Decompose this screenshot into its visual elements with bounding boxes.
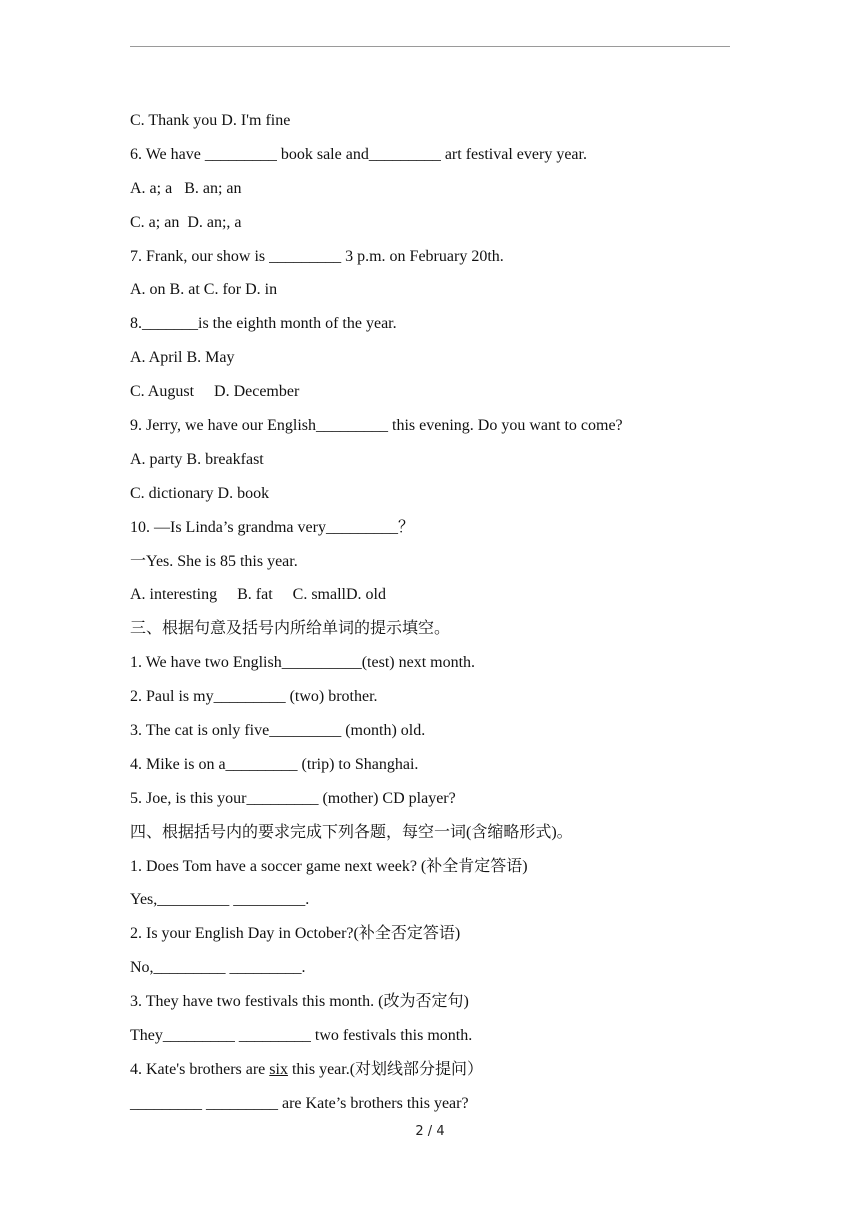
text-line: C. a; an D. an;, a	[130, 213, 242, 231]
text-line: 2. Paul is my_________ (two) brother.	[130, 688, 378, 706]
header-rule	[130, 46, 730, 47]
text-line: 3. The cat is only five_________ (month) old.	[130, 722, 426, 740]
text-line: C. August D. December	[130, 383, 300, 401]
section-heading: 三、根据句意及括号内所给单词的提示填空。	[130, 620, 451, 638]
text-segment: 4. Kate's brothers are	[130, 1060, 270, 1078]
text-line: A. interesting B. fat C. smallD. old	[130, 586, 386, 604]
text-line: A. on B. at C. for D. in	[130, 281, 278, 299]
document-body	[130, 107, 750, 1124]
text-line: 6. We have _________ book sale and_________ art festival every year.	[130, 145, 587, 163]
text-line	[130, 1056, 750, 1090]
text-line: 10. —Is Linda’s grandma very_________？	[130, 518, 414, 536]
text-line: A. a; a B. an; an	[130, 179, 242, 197]
text-line: 3. They have two festivals this month. (改为否定句)	[130, 993, 469, 1011]
text-line: Yes,_________ _________.	[130, 891, 310, 909]
text-line: 9. Jerry, we have our English_________ this evening. Do you want to come?	[130, 417, 623, 435]
text-line: 1. Does Tom have a soccer game next week? (补全肯定答语)	[130, 857, 528, 875]
text-line: 5. Joe, is this your_________ (mother) CD player?	[130, 789, 456, 807]
text-line: C. Thank you D. I'm fine	[130, 112, 291, 129]
text-line: C. dictionary D. book	[130, 484, 270, 502]
text-line: 4. Mike is on a_________ (trip) to Shanghai.	[130, 755, 419, 773]
section-heading: 四、根据括号内的要求完成下列各题，每空一词(含缩略形式)。	[130, 823, 573, 841]
page-number: 2 / 4	[415, 1124, 445, 1139]
text-line: 8._______is the eighth month of the year.	[130, 315, 397, 333]
text-segment: this year.(对划线部分提问）	[287, 1060, 484, 1078]
text-line: 1. We have two English__________(test) next month.	[130, 654, 476, 672]
text-line: They_________ _________ two festivals this month.	[130, 1027, 473, 1045]
text-line: 7. Frank, our show is _________ 3 p.m. on February 20th.	[130, 247, 504, 265]
text-line: 2. Is your English Day in October?(补全否定答语)	[130, 925, 461, 943]
text-line: No,_________ _________.	[130, 959, 306, 977]
text-line: _________ _________ are Kate’s brothers this year?	[130, 1094, 469, 1112]
text-line: A. party B. breakfast	[130, 450, 264, 468]
underlined-word: six	[269, 1060, 288, 1078]
text-line: 一Yes. She is 85 this year.	[130, 552, 298, 570]
text-line: A. April B. May	[130, 349, 235, 367]
